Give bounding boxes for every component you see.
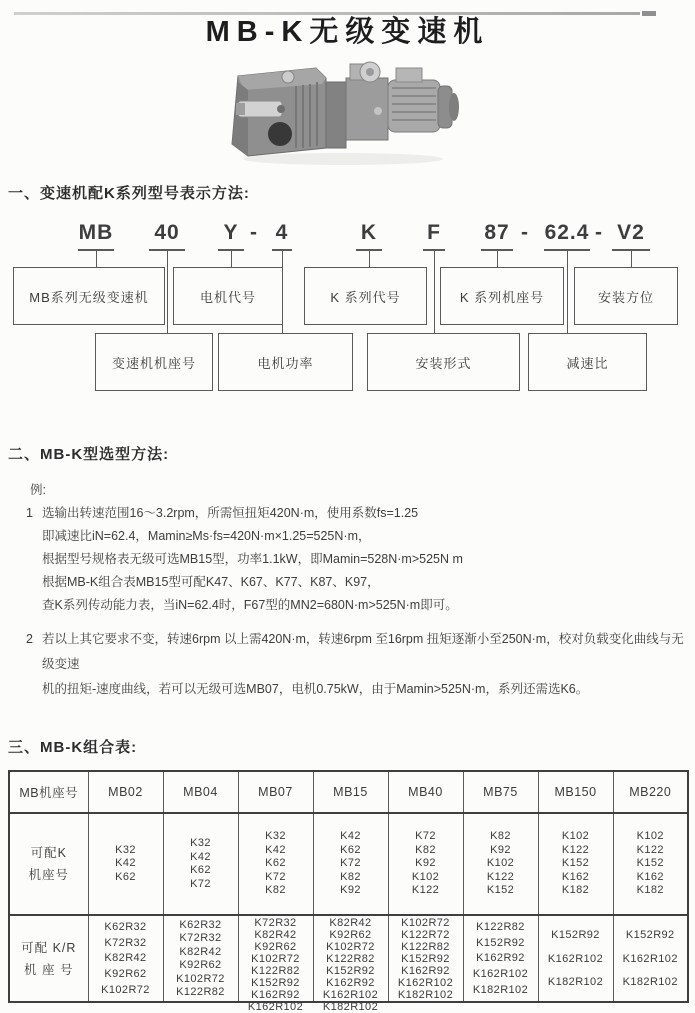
example-item-1 [26,502,685,617]
model-code-diagram [0,215,695,397]
k-cell-mb150 [538,813,613,915]
code-segment-position: V2 [612,221,650,251]
gear-motor-photo [218,56,478,168]
kr-value: K182R102 [472,984,529,997]
kr-value: K92R62 [329,929,372,941]
code-dash-1: - [250,221,258,244]
k-value: K62 [190,864,211,876]
scan-artifact-line [14,12,640,15]
code-segment-kseries: K [356,221,382,251]
k-value: K82 [265,884,286,897]
label-line: 机 座 号 [24,962,74,977]
kr-value: K182R102 [622,976,678,989]
connector-line [567,251,568,333]
kr-value: K162R92 [326,977,375,989]
k-cell-mb15 [313,813,388,915]
kr-cell-mb07 [238,915,313,1013]
kr-value: K152R92 [551,928,600,941]
k-value: K162 [561,870,590,883]
code-segment-ksize: 87 [481,221,513,251]
k-value: K32 [190,837,211,849]
kr-value: K72R32 [104,936,147,949]
header-mb02: MB02 [88,771,163,813]
kr-value: K122R82 [326,953,375,965]
k-cell-mb40 [388,813,463,915]
k-value: K92 [415,857,436,870]
diagram-box-mount-position: 安装方位 [574,267,678,325]
k-value: K122 [636,843,664,856]
code-segment-power: 4 [272,221,292,251]
header-mb220: MB220 [613,771,688,813]
kr-value: K72R32 [254,917,297,929]
connector-line [369,251,370,267]
header-mb150: MB150 [538,771,613,813]
kr-cell-mb15 [313,915,388,1013]
k-value: K32 [115,843,136,856]
kr-value: K162R92 [401,965,450,977]
k-cell-mb04 [163,813,238,915]
kr-value: K152R92 [625,928,675,941]
k-value: K32 [265,830,286,843]
kr-value: K122R82 [401,941,450,953]
label-line: 可配 K/R [21,940,77,955]
kr-value: K162R102 [247,1001,304,1013]
kr-value: K162R102 [397,977,454,989]
k-value: K82 [415,843,436,856]
k-value: K122 [486,870,515,883]
example-1-number: 1 [26,506,33,520]
example-2-number: 2 [26,632,33,646]
combination-table [8,770,689,1013]
kr-value: K152R92 [401,953,450,965]
kr-cell-mb04 [163,915,238,1002]
example-line: 选输出转速范围16～3.2rpm，所需恒扭矩420N·m，使用系数fs=1.25 [42,506,419,520]
code-dash-2: - [521,221,529,244]
example-line: 根据型号规格表无级可选MB15型，功率1.1kW，即Mamin=528N·m>525N m [42,552,463,566]
k-value: K152 [636,857,664,870]
diagram-box-motor-power: 电机功率 [218,333,353,391]
kr-value: K82R42 [329,917,372,929]
code-dash-3: - [595,221,603,244]
k-cell-mb07 [238,813,313,915]
diagram-box-motor-code: 电机代号 [173,267,283,325]
kr-value: K122R82 [476,920,525,933]
k-value: K42 [340,830,361,843]
kr-value: K162R92 [251,989,300,1001]
example-2-text [42,627,685,702]
kr-value: K182R102 [322,1001,379,1013]
example-1-text [42,502,463,617]
diagram-box-variator-frame: 变速机机座号 [95,333,213,391]
k-value: K102 [636,830,664,843]
example-item-2 [26,627,685,702]
example-line: 即减速比iN=62.4，Mamin≥Ms·fs=420N·m×1.25=525N·m， [42,529,371,543]
k-value: K162 [636,870,664,883]
diagram-box-reduction-ratio: 减速比 [528,333,647,391]
example-line: 根据MB-K组合表MB15型可配K47、K67、K77、K87、K97， [42,575,380,589]
kr-value: K122R82 [251,965,300,977]
k-value: K62 [115,870,136,883]
gear-motor-illustration [218,56,478,168]
table-header-row [9,771,688,813]
connector-line [497,251,498,267]
kr-value: K92R62 [104,968,147,981]
example-line: 机的扭矩-速度曲线，若可以无级可选MB07，电机0.75kW，由于Mamin>525N·m，系列还需选K6。 [42,682,589,696]
k-value: K42 [115,857,136,870]
header-mb-frame: MB机座号 [9,771,88,813]
diagram-box-k-frame-number: K 系列机座号 [440,267,564,325]
kr-value: K162R102 [622,952,678,965]
label-line: 机座号 [28,868,69,882]
k-value: K122 [411,884,440,897]
k-value: K72 [340,857,361,870]
k-value: K82 [490,830,511,843]
k-value: K72 [415,830,436,843]
table-row-kr-frames [9,915,688,1002]
kr-value: K152R92 [326,965,375,977]
kr-value: K82R42 [179,945,222,958]
kr-cell-mb150 [538,915,613,1002]
scan-artifact-tip [642,11,656,16]
kr-value: K102R72 [251,953,300,965]
kr-value: K122R72 [401,929,450,941]
connector-line [631,251,632,267]
k-value: K82 [340,870,361,883]
section1-heading: 一、变速机配K系列型号表示方法: [8,185,250,202]
k-cell-mb02 [88,813,163,915]
section2-heading: 二、MB-K型选型方法: [8,446,170,463]
code-segment-motor: Y [218,221,244,251]
kr-value: K62R32 [104,920,147,933]
connector-line [231,251,232,267]
diagram-box-k-series-code: K 系列代号 [304,267,427,325]
k-value: K72 [265,870,286,883]
kr-value: K122R82 [176,986,225,999]
kr-value: K152R92 [476,936,525,949]
k-value: K182 [636,884,664,897]
label-line: 可配K [30,846,67,860]
k-value: K152 [561,857,590,870]
example-label: 例: [30,483,46,497]
example-line: 若以上其它要求不变，转速6rpm 以上需420N·m，转速6rpm 至16rpm 扭矩逐渐小至250N·m，校对负载变化曲线与无级变速 [42,632,684,671]
kr-value: K102R72 [401,917,450,929]
kr-value: K162R102 [472,968,529,981]
kr-value: K82R42 [104,952,147,965]
header-mb75: MB75 [463,771,538,813]
kr-value: K182R102 [547,976,604,989]
k-value: K152 [486,884,515,897]
kr-value: K72R32 [179,932,222,945]
k-value: K182 [561,884,590,897]
table-row-k-frames [9,813,688,915]
header-mb04: MB04 [163,771,238,813]
k-value: K122 [561,843,590,856]
kr-cell-mb02 [88,915,163,1002]
k-value: K72 [190,877,211,890]
section3-heading: 三、MB-K组合表: [8,739,138,756]
k-value: K102 [561,830,590,843]
kr-value: K62R32 [179,918,222,931]
k-cell-mb220 [613,813,688,915]
connector-line [167,251,168,333]
kr-value: K102R72 [326,941,375,953]
header-mb07: MB07 [238,771,313,813]
code-segment-mount: F [423,221,445,251]
code-segment-mb: MB [78,221,114,251]
k-value: K42 [190,850,211,863]
kr-value: K102R72 [176,972,225,985]
kr-value: K152R92 [251,977,300,989]
example-line: 查K系列传动能力表，当iN=62.4时，F67型的MN2=680N·m>525N·m即可。 [42,598,458,612]
k-value: K42 [265,843,286,856]
header-mb15: MB15 [313,771,388,813]
kr-value: K182R102 [397,989,454,1001]
page-title: MB-K无级变速机 [205,16,490,48]
diagram-box-mount-type: 安装形式 [367,333,520,391]
connector-line [96,251,97,267]
kr-cell-mb40 [388,915,463,1002]
code-segment-frame: 40 [149,221,185,251]
kr-value: K82R42 [254,929,297,941]
kr-value: K92R62 [254,941,297,953]
kr-value: K92R62 [179,959,222,972]
k-cell-mb75 [463,813,538,915]
k-value: K92 [340,884,361,897]
code-segment-ratio: 62.4 [544,221,590,251]
header-mb40: MB40 [388,771,463,813]
k-value: K62 [340,843,361,856]
k-value: K102 [411,870,440,883]
k-value: K102 [486,857,515,870]
kr-value: K102R72 [101,984,150,997]
kr-row-label [9,915,88,1002]
k-row-label [9,813,88,915]
kr-value: K162R102 [547,952,604,965]
connector-line [434,251,435,333]
diagram-box-mb-series: MB系列无级变速机 [13,267,165,325]
k-value: K62 [265,857,286,870]
kr-value: K162R102 [322,989,379,1001]
k-value: K92 [490,843,511,856]
kr-cell-mb75 [463,915,538,1002]
kr-value: K162R92 [476,952,525,965]
kr-cell-mb220 [613,915,688,1002]
